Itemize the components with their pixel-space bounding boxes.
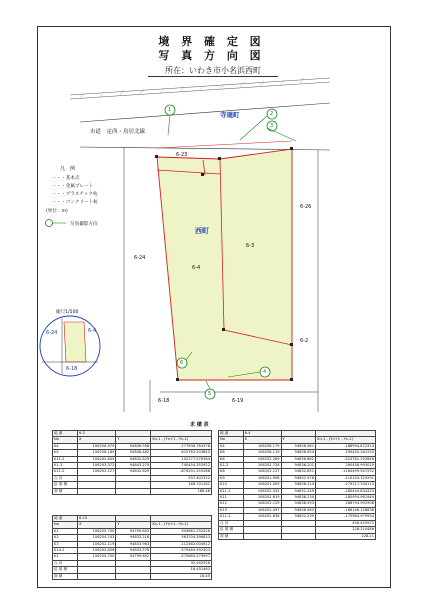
- total-cell: [77, 573, 115, 579]
- parcel-cell: 地 番: [53, 431, 78, 437]
- data-cell: K12: [219, 501, 244, 507]
- total-cell: 16.451463: [151, 567, 212, 573]
- header-cell: No: [53, 522, 78, 528]
- total-cell: 面 積: [219, 533, 244, 539]
- data-cell: K11-2: [53, 456, 78, 462]
- data-cell: 106202.129: [243, 501, 281, 507]
- data-cell: 106202.127: [77, 469, 115, 475]
- plot-label-6-3: 6-3: [246, 243, 255, 249]
- data-cell: 94836.958: [116, 443, 151, 449]
- legend-item-plate: ・・・金属プレート: [52, 184, 94, 189]
- inset-scale: 縮尺1/500: [56, 310, 79, 315]
- parcel-cell: 6-23: [77, 516, 115, 522]
- data-cell: 102277.076384: [151, 456, 212, 462]
- total-cell: 168.701161: [151, 482, 212, 488]
- railway-line: [70, 78, 330, 99]
- data-cell: -280444.834223: [315, 488, 375, 494]
- total-cell: 倍 面 積: [53, 567, 78, 573]
- total-cell: 228.210486: [315, 527, 375, 533]
- header-cell: Y: [116, 437, 151, 443]
- header-cell: Xn-1 - (Yn+1 - Yn-1): [151, 522, 212, 528]
- legend-item-concrete: ・・・コンクリート杭: [52, 200, 98, 205]
- data-cell: 106202.856: [77, 548, 115, 554]
- header-cell: X: [77, 522, 115, 528]
- data-cell: K3: [53, 541, 78, 547]
- data-cell: -166146.126838: [315, 507, 375, 513]
- total-cell: 456.425972: [315, 520, 375, 526]
- plot-label-6-26: 6-26: [300, 204, 312, 210]
- data-cell: 94832.851: [281, 469, 315, 475]
- data-cell: 106252.269: [243, 456, 281, 462]
- data-cell: 94832.976: [281, 475, 315, 481]
- plot-label-6-2: 6-2: [300, 338, 309, 344]
- legend-unit: (単位：m): [46, 209, 68, 214]
- data-cell: K11-2: [53, 469, 78, 475]
- data-cell: 94836.201: [281, 463, 315, 469]
- total-cell: 面 積: [53, 573, 78, 579]
- road-area-label: 寺廻町: [220, 111, 240, 119]
- data-cell: K4: [219, 443, 244, 449]
- table-total-row: [219, 533, 376, 539]
- header-cell: X: [243, 437, 281, 443]
- total-cell: 合 計: [53, 475, 78, 481]
- data-cell: K13: [219, 507, 244, 513]
- data-cell: K10: [219, 482, 244, 488]
- data-cell: -180954.961944: [315, 495, 375, 501]
- plot-label-6-4: 6-4: [192, 265, 201, 271]
- data-cell: -1164499.547252: [315, 469, 375, 475]
- subject-parcel: [157, 149, 292, 380]
- plot-label-6-23: 6-23: [176, 152, 188, 158]
- data-cell: K11: [219, 495, 244, 501]
- total-cell: [77, 488, 115, 494]
- legend-item-plastic: ・・・プラスチック杭: [52, 192, 98, 197]
- inset-label-6-24: 6-24: [46, 330, 58, 336]
- data-cell: 94832.249: [281, 488, 315, 494]
- data-cell: 94838.230: [281, 495, 315, 501]
- data-cell: K9: [219, 475, 244, 481]
- data-cell: 286794.992908: [315, 501, 375, 507]
- data-cell: 106202.844: [77, 456, 115, 462]
- data-cell: 94832.239: [281, 514, 315, 520]
- location-label: 所在：いわき市小名浜西町: [148, 65, 278, 77]
- plot-label-6-19: 6-19: [232, 398, 244, 404]
- data-cell: 106203.372: [77, 463, 115, 469]
- data-cell: 94833.963: [116, 541, 151, 547]
- total-cell: 合 計: [219, 520, 244, 526]
- plot-label-6-24: 6-24: [134, 255, 146, 261]
- data-cell: 106255.700: [77, 528, 115, 534]
- data-cell: K1-2: [219, 463, 244, 469]
- total-cell: 面 積: [53, 488, 78, 494]
- data-cell: -524761.292846: [315, 456, 375, 462]
- data-cell: 94836.862: [281, 456, 315, 462]
- header-cell: X: [77, 437, 115, 443]
- data-cell: 106258.179: [243, 443, 281, 449]
- data-cell: 94848.482: [116, 450, 151, 456]
- data-cell: -575663.279997: [151, 554, 212, 560]
- data-cell: 943661.292426: [151, 528, 212, 534]
- total-cell: 倍 面 積: [219, 527, 244, 533]
- photo-number-3: 3: [270, 123, 274, 129]
- data-cell: 94836.954: [281, 450, 315, 456]
- data-cell: K8: [219, 469, 244, 475]
- area-table-caption: 求 積 表: [190, 422, 209, 428]
- area-table-6-23: [52, 515, 212, 580]
- legend-photo-direction: 写真撮影方向: [70, 222, 98, 227]
- data-cell: K11-2: [219, 514, 244, 520]
- header-cell: Y: [281, 437, 315, 443]
- data-cell: 94799.652: [116, 554, 151, 560]
- data-cell: 815763.203845: [151, 450, 212, 456]
- photo-number-1: 1: [168, 107, 172, 113]
- data-cell: -112462.004612: [151, 541, 212, 547]
- data-cell: -777638.784378: [151, 443, 212, 449]
- data-cell: K11-2: [219, 488, 244, 494]
- photo-number-5: 5: [208, 391, 212, 397]
- data-cell: 106202.397: [243, 507, 281, 513]
- data-cell: -740454.353922: [151, 463, 212, 469]
- data-cell: 94838.214: [281, 482, 315, 488]
- data-cell: 106255.700: [77, 554, 115, 560]
- road-name-label: 市道 定西・鳥居北線: [90, 129, 146, 135]
- total-cell: [281, 533, 315, 539]
- total-cell: [116, 573, 151, 579]
- parcel-cell: 6-4: [243, 431, 281, 437]
- data-cell: 106258.119: [243, 450, 281, 456]
- data-cell: 94799.652: [116, 528, 151, 534]
- railway-hatch: [80, 78, 304, 98]
- data-cell: 260458.993019: [315, 463, 375, 469]
- data-cell: -279117.334115: [315, 482, 375, 488]
- data-cell: 106254.743: [77, 535, 115, 541]
- legend-item-base: ・・・基本点: [52, 176, 80, 181]
- header-cell: Y: [116, 522, 151, 528]
- data-cell: 106252.119: [77, 541, 115, 547]
- table-total-row: [53, 573, 212, 579]
- photo-number-6: 6: [180, 360, 184, 366]
- total-cell: 倍 面 積: [53, 482, 78, 488]
- parcel-cell: 地 番: [219, 431, 244, 437]
- total-cell: 228.21: [315, 533, 375, 539]
- header-cell: No: [53, 437, 78, 443]
- total-cell: 168.46: [151, 488, 212, 494]
- data-cell: K1: [53, 528, 78, 534]
- total-cell: 16.45: [151, 573, 212, 579]
- header-cell: No: [219, 437, 244, 443]
- data-cell: 106258.979: [77, 443, 115, 449]
- drawing-title: 境 界 確 定 図: [158, 35, 265, 48]
- data-cell: 94832.829: [116, 456, 151, 462]
- data-cell: 94833.216: [116, 535, 151, 541]
- total-cell: 337.402322: [151, 475, 212, 481]
- data-cell: 295450.281255: [315, 450, 375, 456]
- data-cell: 106202.619: [243, 495, 281, 501]
- table-total-row: [53, 488, 212, 494]
- data-cell: K6: [219, 450, 244, 456]
- data-cell: 94838.593: [281, 501, 315, 507]
- data-cell: 94832.629: [116, 469, 151, 475]
- data-cell: -575463.992303: [151, 548, 212, 554]
- data-cell: 106201.958: [243, 475, 281, 481]
- total-cell: 合 計: [53, 560, 78, 566]
- data-cell: 94843.270: [116, 463, 151, 469]
- photo-number-2: 2: [270, 111, 274, 117]
- road-dimension-line: [158, 141, 292, 148]
- data-cell: -188994.872314: [315, 443, 375, 449]
- data-cell: 106202.532: [243, 488, 281, 494]
- data-cell: 563704.396623: [151, 535, 212, 541]
- legend-title: 凡 例: [60, 166, 76, 172]
- data-cell: 106202.728: [243, 463, 281, 469]
- data-cell: 94833.578: [116, 548, 151, 554]
- data-cell: K2: [53, 535, 78, 541]
- header-cell: Xn-1 - (Yn+1 - Yn-1): [315, 437, 375, 443]
- data-cell: K5: [53, 450, 78, 456]
- inset-label-6-18: 6-18: [66, 366, 78, 372]
- data-cell: K1-3: [53, 463, 78, 469]
- data-cell: 106201.509: [243, 482, 281, 488]
- data-cell: -175964.979934: [315, 514, 375, 520]
- parcel-cell: 地 番: [53, 516, 78, 522]
- data-cell: 94836.961: [281, 443, 315, 449]
- data-cell: K1: [53, 554, 78, 560]
- plot-label-6-18: 6-18: [158, 398, 170, 404]
- total-cell: 32.902926: [151, 560, 212, 566]
- header-cell: Xn-1 - (Yn+1 - Yn-1): [151, 437, 212, 443]
- data-cell: 94838.563: [281, 507, 315, 513]
- data-cell: K6: [219, 456, 244, 462]
- data-cell: 106202.836: [243, 514, 281, 520]
- area-label: 西町: [195, 227, 209, 235]
- area-table-6-4: [218, 430, 376, 540]
- inset-label-6-4: 6-4: [88, 328, 97, 334]
- data-cell: 106258.189: [77, 450, 115, 456]
- parcel-cell: 6-3: [77, 431, 115, 437]
- data-cell: 106202.127: [243, 469, 281, 475]
- area-table-6-3: [52, 430, 212, 495]
- data-cell: -110154.329291: [315, 475, 375, 481]
- data-cell: K4: [53, 443, 78, 449]
- data-cell: K14-2: [53, 548, 78, 554]
- total-cell: [243, 533, 281, 539]
- drawing-subtitle: 写 真 方 向 図: [158, 49, 265, 62]
- photo-number-4: 4: [263, 369, 267, 375]
- total-cell: [116, 488, 151, 494]
- data-cell: -874291.255288: [151, 469, 212, 475]
